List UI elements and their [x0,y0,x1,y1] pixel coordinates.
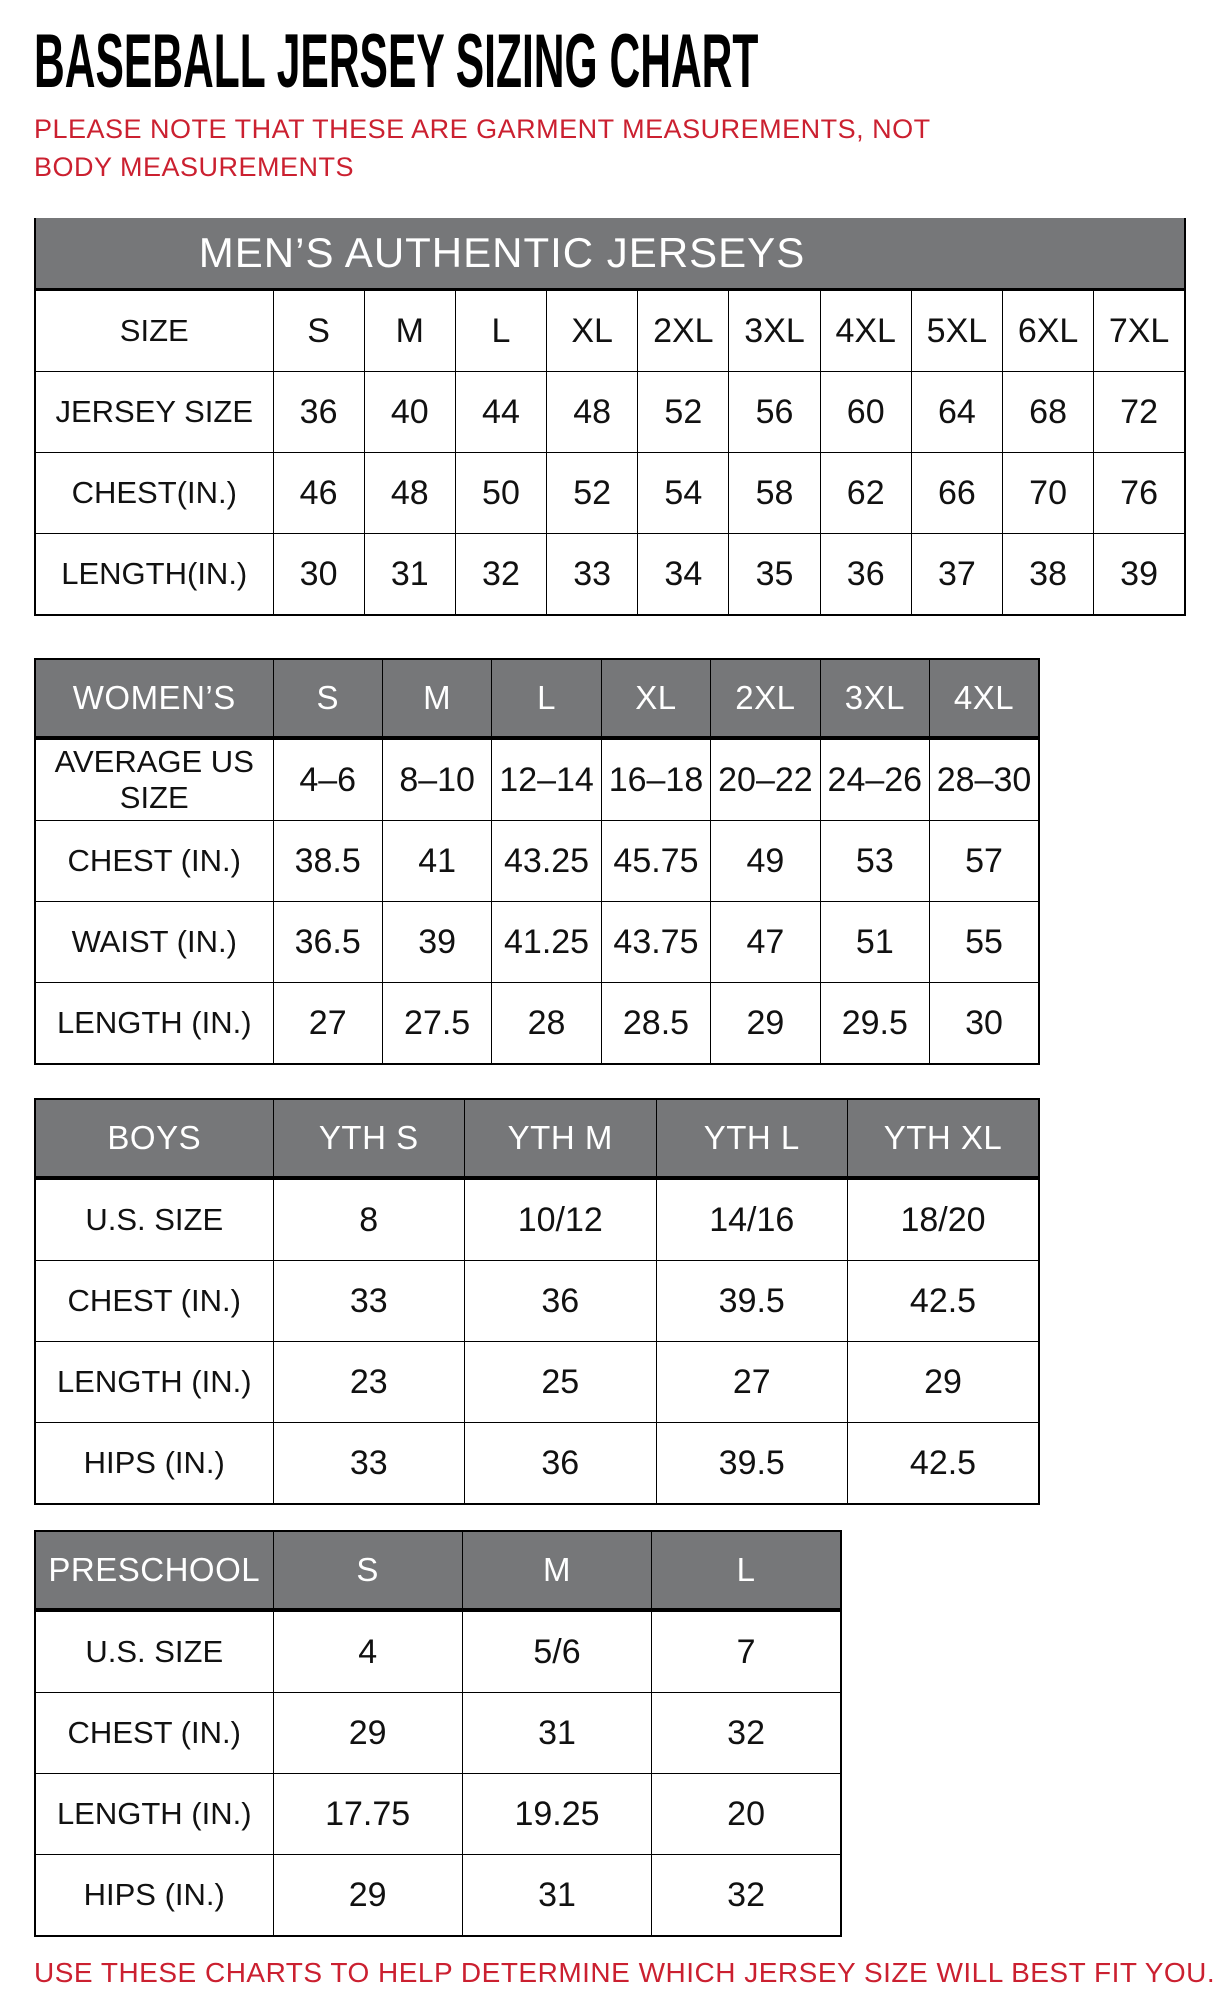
data-cell: 72 [1094,372,1185,453]
data-cell: 51 [820,902,929,983]
womens-table-head [35,659,1039,738]
table-row [35,1855,841,1937]
data-cell: 29 [273,1693,462,1774]
data-cell: 39.5 [656,1261,848,1342]
data-cell: 16–18 [601,738,710,821]
data-cell: 7 [652,1610,841,1693]
table-row [35,821,1039,902]
data-cell: 28 [492,983,601,1065]
data-cell: 4XL [820,290,911,372]
data-cell: 33 [273,1261,465,1342]
data-cell: 30 [930,983,1039,1065]
data-cell: 31 [462,1855,651,1937]
preschool-sizing-table [34,1530,842,1937]
data-cell: 62 [820,453,911,534]
header-label-cell: PRESCHOOL [35,1531,273,1610]
table-row [35,1423,1039,1505]
header-label-cell: BOYS [35,1099,273,1178]
data-cell: 34 [638,534,729,616]
header-size-cell: S [273,659,382,738]
table-row [35,453,1185,534]
table-row [35,1261,1039,1342]
header-size-cell: M [462,1531,651,1610]
garment-measurements-note: PLEASE NOTE THAT THESE ARE GARMENT MEASUREMENTS, NOT BODY MEASUREMENTS [34,114,931,182]
header-size-cell: 2XL [711,659,820,738]
data-cell: 39 [1094,534,1185,616]
data-cell: 36 [465,1261,657,1342]
data-cell: 48 [364,453,455,534]
data-cell: 33 [547,534,638,616]
table-row [35,1774,841,1855]
data-cell: 76 [1094,453,1185,534]
data-cell: 66 [911,453,1002,534]
row-label-cell: HIPS (IN.) [35,1855,273,1937]
womens-table-body [35,738,1039,1064]
row-label-cell: WAIST (IN.) [35,902,273,983]
table-header-row [35,659,1039,738]
row-label-cell: LENGTH (IN.) [35,983,273,1065]
header-size-cell: YTH L [656,1099,848,1178]
boys-table-body [35,1178,1039,1504]
data-cell: 20–22 [711,738,820,821]
table-row [35,1178,1039,1261]
row-label-cell: CHEST(IN.) [35,453,273,534]
table-row [35,738,1039,821]
boys-table-head [35,1099,1039,1178]
table-row [35,534,1185,616]
data-cell: 43.25 [492,821,601,902]
data-cell: 36.5 [273,902,382,983]
data-cell: 52 [638,372,729,453]
data-cell: M [364,290,455,372]
mens-authentic-jerseys-table [34,218,1186,616]
header-size-cell: XL [601,659,710,738]
data-cell: 23 [273,1342,465,1423]
header-size-cell: YTH XL [848,1099,1040,1178]
data-cell: 55 [930,902,1039,983]
data-cell: 41 [382,821,491,902]
data-cell: 36 [273,372,364,453]
data-cell: 45.75 [601,821,710,902]
row-label-cell: JERSEY SIZE [35,372,273,453]
data-cell: 27.5 [382,983,491,1065]
data-cell: 29 [273,1855,462,1937]
data-cell: 40 [364,372,455,453]
header-size-cell: 3XL [820,659,929,738]
womens-sizing-table [34,658,1040,1065]
mens-table-head [35,218,1185,290]
data-cell: 14/16 [656,1178,848,1261]
row-label-cell: LENGTH (IN.) [35,1774,273,1855]
data-cell: 47 [711,902,820,983]
data-cell: 6XL [1003,290,1094,372]
data-cell: 50 [455,453,546,534]
data-cell: 4–6 [273,738,382,821]
data-cell: 64 [911,372,1002,453]
data-cell: 3XL [729,290,820,372]
row-label-cell: LENGTH (IN.) [35,1342,273,1423]
header-size-cell: L [652,1531,841,1610]
data-cell: 38 [1003,534,1094,616]
data-cell: 57 [930,821,1039,902]
data-cell: 60 [820,372,911,453]
data-cell: 28–30 [930,738,1039,821]
fit-advice-footer: USE THESE CHARTS TO HELP DETERMINE WHICH JERSEY SIZE WILL BEST FIT YOU. [34,1957,1216,1988]
header-size-cell: YTH M [465,1099,657,1178]
data-cell: 58 [729,453,820,534]
data-cell: 25 [465,1342,657,1423]
row-label-cell: CHEST (IN.) [35,1261,273,1342]
table-row [35,290,1185,372]
data-cell: 32 [455,534,546,616]
data-cell: 44 [455,372,546,453]
data-cell: 32 [652,1855,841,1937]
header-size-cell: YTH S [273,1099,465,1178]
table-header-row [35,1531,841,1610]
table-row [35,372,1185,453]
data-cell: 27 [273,983,382,1065]
header-size-cell: M [382,659,491,738]
data-cell: 29 [848,1342,1040,1423]
row-label-cell: U.S. SIZE [35,1178,273,1261]
data-cell: 36 [820,534,911,616]
table-row [35,1610,841,1693]
data-cell: 54 [638,453,729,534]
header-size-cell: L [492,659,601,738]
data-cell: 32 [652,1693,841,1774]
data-cell: 20 [652,1774,841,1855]
data-cell: 28.5 [601,983,710,1065]
data-cell: S [273,290,364,372]
data-cell: 24–26 [820,738,929,821]
data-cell: 5XL [911,290,1002,372]
data-cell: 42.5 [848,1423,1040,1505]
table-header-row [35,1099,1039,1178]
mens-banner-row [35,218,1185,290]
data-cell: 7XL [1094,290,1185,372]
data-cell: 46 [273,453,364,534]
data-cell: 43.75 [601,902,710,983]
data-cell: 41.25 [492,902,601,983]
table-row [35,983,1039,1065]
data-cell: 8 [273,1178,465,1261]
header-label-cell: WOMEN’S [35,659,273,738]
data-cell: 29 [711,983,820,1065]
data-cell: 31 [462,1693,651,1774]
data-cell: 33 [273,1423,465,1505]
preschool-table-body [35,1610,841,1936]
data-cell: 12–14 [492,738,601,821]
header-size-cell: S [273,1531,462,1610]
data-cell: 49 [711,821,820,902]
boys-sizing-table [34,1098,1040,1505]
header-size-cell: 4XL [930,659,1039,738]
data-cell: 39 [382,902,491,983]
data-cell: 52 [547,453,638,534]
data-cell: 70 [1003,453,1094,534]
data-cell: 5/6 [462,1610,651,1693]
row-label-cell: U.S. SIZE [35,1610,273,1693]
table-row [35,902,1039,983]
data-cell: 18/20 [848,1178,1040,1261]
row-label-cell: AVERAGE US SIZE [35,738,273,821]
data-cell: 53 [820,821,929,902]
row-label-cell: CHEST (IN.) [35,821,273,902]
data-cell: 35 [729,534,820,616]
data-cell: 17.75 [273,1774,462,1855]
table-row [35,1342,1039,1423]
data-cell: 48 [547,372,638,453]
row-label-cell: SIZE [35,290,273,372]
data-cell: 37 [911,534,1002,616]
row-label-cell: HIPS (IN.) [35,1423,273,1505]
data-cell: 8–10 [382,738,491,821]
data-cell: 2XL [638,290,729,372]
data-cell: 36 [465,1423,657,1505]
data-cell: 42.5 [848,1261,1040,1342]
row-label-cell: CHEST (IN.) [35,1693,273,1774]
table-row [35,1693,841,1774]
data-cell: L [455,290,546,372]
data-cell: 30 [273,534,364,616]
sizing-chart-page [34,19,1216,1989]
mens-table-body [35,290,1185,616]
data-cell: 4 [273,1610,462,1693]
data-cell: 19.25 [462,1774,651,1855]
data-cell: 10/12 [465,1178,657,1261]
data-cell: 29.5 [820,983,929,1065]
data-cell: XL [547,290,638,372]
data-cell: 39.5 [656,1423,848,1505]
data-cell: 56 [729,372,820,453]
preschool-table-head [35,1531,841,1610]
row-label-cell: LENGTH(IN.) [35,534,273,616]
data-cell: 27 [656,1342,848,1423]
mens-banner-title: MEN’S AUTHENTIC JERSEYS [35,218,1185,290]
data-cell: 68 [1003,372,1094,453]
page-title: BASEBALL JERSEY SIZING CHART [34,19,759,104]
data-cell: 31 [364,534,455,616]
data-cell: 38.5 [273,821,382,902]
